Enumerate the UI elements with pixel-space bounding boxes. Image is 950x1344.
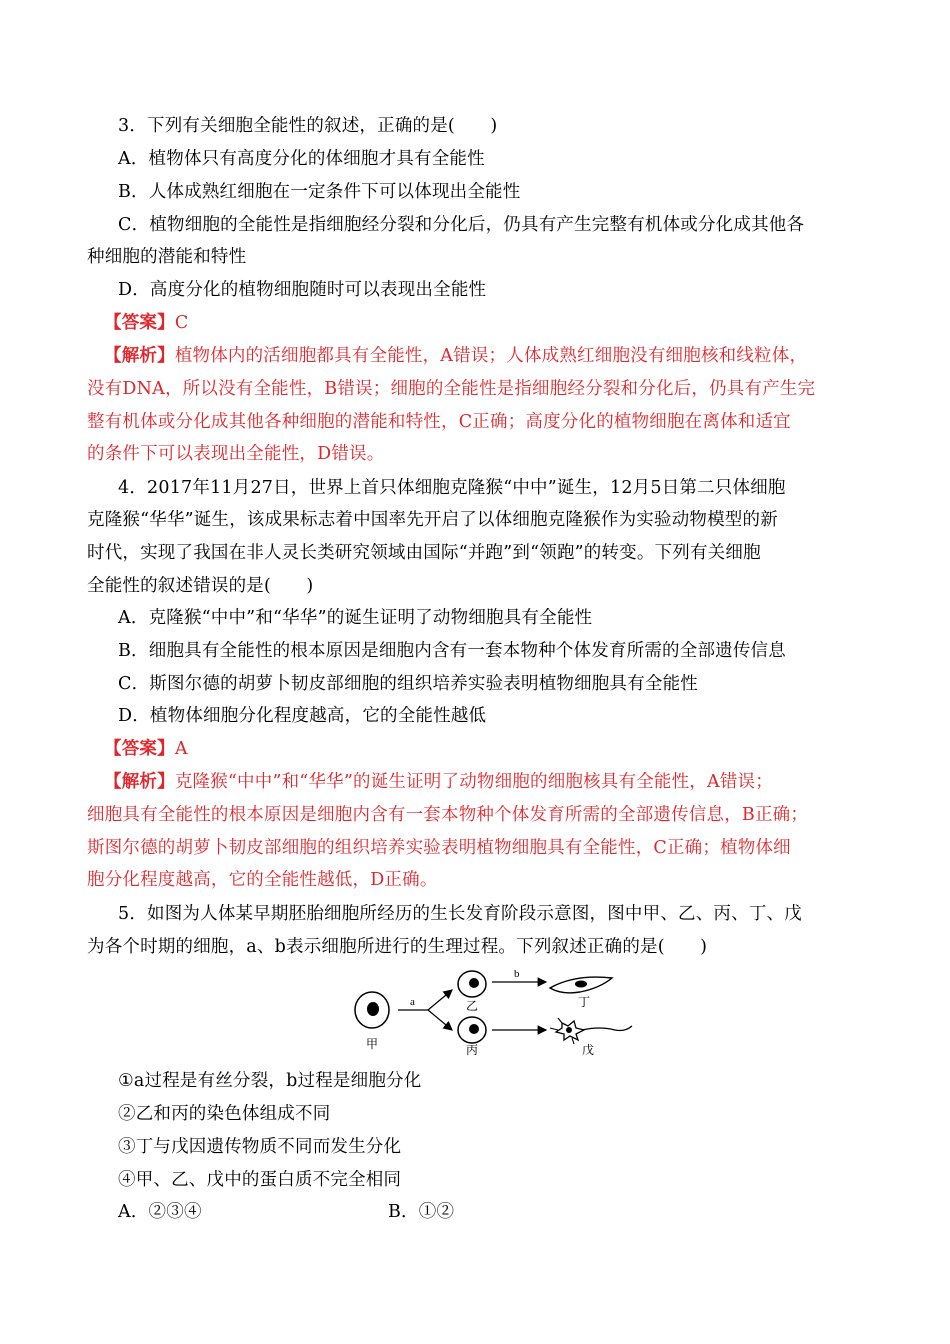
analysis-text: 克隆猴“中中”和“华华”的诞生证明了动物细胞的细胞核具有全能性，A错误； xyxy=(174,772,773,792)
q5-stem-2: 为各个时期的细胞，a、b表示细胞所进行的生理过程。下列叙述正确的是( ) xyxy=(87,937,708,957)
analysis-text: 植物体内的活细胞都具有全能性，A错误；人体成熟红细胞没有细胞核和线粒体， xyxy=(174,346,808,366)
label-jia: 甲 xyxy=(366,1037,379,1051)
answer-value: A xyxy=(174,739,188,759)
label-ding: 丁 xyxy=(578,995,591,1009)
q3-option-c: C．植物细胞的全能性是指细胞经分裂和分化后，仍具有产生完整有机体或分化成其他各 xyxy=(118,215,805,235)
q3-analysis-2: 没有DNA，所以没有全能性，B错误；细胞的全能性是指细胞经分裂和分化后，仍具有产生完 xyxy=(87,379,816,399)
q4-stem-1: 4．2017年11月27日，世界上首只体细胞克隆猴“中中”诞生，12月5日第二只体细胞 xyxy=(118,478,786,498)
cell-yi xyxy=(458,971,486,997)
label-yi: 乙 xyxy=(466,999,479,1013)
q5-option-b: B．①② xyxy=(388,1202,455,1222)
arrow-to-yi xyxy=(428,990,452,1010)
q4-stem-4: 全能性的叙述错误的是( ) xyxy=(87,576,314,596)
q3-option-a: A．植物体只有高度分化的体细胞才具有全能性 xyxy=(118,149,485,169)
q4-stem-3: 时代，实现了我国在非人灵长类研究领域由国际“并跑”到“领跑”的转变。下列有关细胞 xyxy=(87,543,761,563)
answer-label: 【答案】 xyxy=(104,313,175,333)
q4-answer xyxy=(104,737,188,761)
q5-statement-1: ①a过程是有丝分裂，b过程是细胞分化 xyxy=(118,1071,422,1091)
q5-statement-3: ③丁与戊因遗传物质不同而发生分化 xyxy=(118,1137,402,1157)
q4-option-b: B．细胞具有全能性的根本原因是细胞内含有一套本物种个体发育所需的全部遗传信息 xyxy=(118,641,786,661)
q5-option-a: A．②③④ xyxy=(118,1202,202,1222)
q3-analysis-1 xyxy=(104,344,807,368)
q4-analysis-3: 斯图尔德的胡萝卜韧皮部细胞的组织培养实验表明植物细胞具有全能性，C正确；植物体细 xyxy=(87,838,791,858)
q3-option-b: B．人体成熟红细胞在一定条件下可以体现出全能性 xyxy=(118,182,521,202)
q5-options-row xyxy=(118,1200,455,1224)
q4-option-a: A．克隆猴“中中”和“华华”的诞生证明了动物细胞具有全能性 xyxy=(118,608,593,628)
label-wu: 戊 xyxy=(582,1043,595,1056)
answer-value: C xyxy=(174,313,189,333)
cell-wu xyxy=(550,1018,632,1044)
analysis-label: 【解析】 xyxy=(104,346,175,366)
cell-development-diagram xyxy=(350,968,640,1056)
answer-label: 【答案】 xyxy=(104,739,175,759)
q4-analysis-1 xyxy=(104,770,773,794)
q3-option-d: D．高度分化的植物细胞随时可以表现出全能性 xyxy=(118,280,487,300)
q3-analysis-3: 整有机体或分化成其他各种细胞的潜能和特性，C正确；高度分化的植物细胞在离体和适宜 xyxy=(87,412,791,432)
q4-analysis-2: 细胞具有全能性的根本原因是细胞内含有一套本物种个体发育所需的全部遗传信息，B正确； xyxy=(87,805,809,825)
q3-stem: 3．下列有关细胞全能性的叙述，正确的是( ) xyxy=(118,116,498,136)
q5-stem-1: 5．如图为人体某早期胚胎细胞所经历的生长发育阶段示意图，图中甲、乙、丙、丁、戊 xyxy=(118,904,802,924)
q3-option-c-cont: 种细胞的潜能和特性 xyxy=(87,247,247,267)
q3-answer xyxy=(104,311,188,335)
label-a: a xyxy=(410,996,415,1008)
q5-statement-4: ④甲、乙、戊中的蛋白质不完全相同 xyxy=(118,1170,402,1190)
q3-analysis-4: 的条件下可以表现出全能性，D错误。 xyxy=(87,444,385,464)
q5-statement-2: ②乙和丙的染色体组成不同 xyxy=(118,1104,331,1124)
analysis-label: 【解析】 xyxy=(104,772,175,792)
q4-option-d: D．植物体细胞分化程度越高，它的全能性越低 xyxy=(118,706,487,726)
cell-bing xyxy=(458,1017,486,1043)
q4-option-c: C．斯图尔德的胡萝卜韧皮部细胞的组织培养实验表明植物细胞具有全能性 xyxy=(118,674,698,694)
label-b: b xyxy=(514,968,520,980)
q4-stem-2: 克隆猴“华华”诞生，该成果标志着中国率先开启了以体细胞克隆猴作为实验动物模型的新 xyxy=(87,510,778,530)
arrow-to-bing xyxy=(428,1010,452,1030)
label-bing: 丙 xyxy=(466,1043,479,1056)
q4-analysis-4: 胞分化程度越高，它的全能性越低，D正确。 xyxy=(87,870,438,890)
cell-ding xyxy=(550,977,612,993)
cell-jia xyxy=(355,992,389,1028)
